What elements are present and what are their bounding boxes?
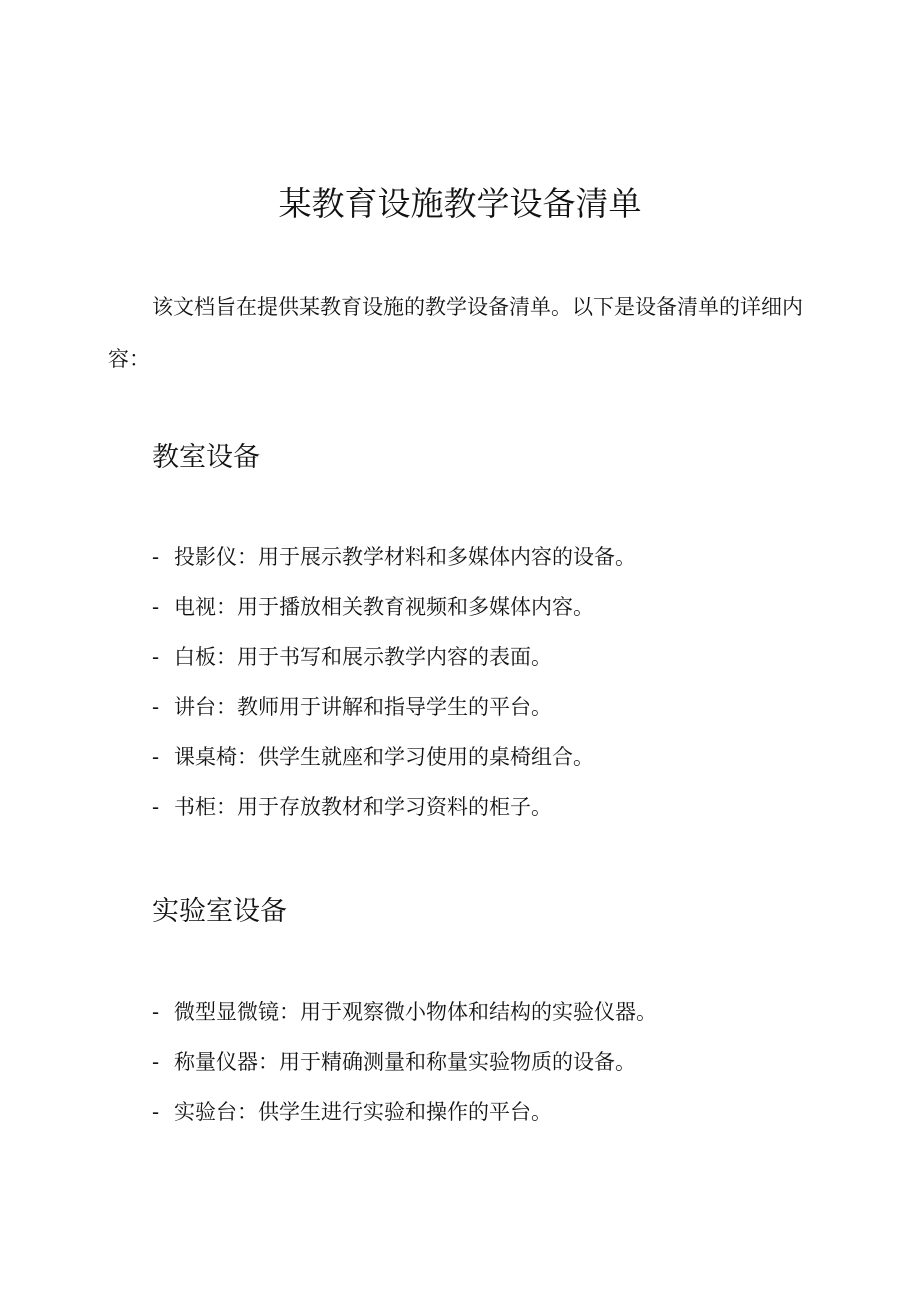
list-item-text: 微型显微镜：用于观察微小物体和结构的实验仪器。 <box>174 1000 657 1024</box>
list-item-text: 实验台：供学生进行实验和操作的平台。 <box>174 1100 552 1124</box>
laboratory-equipment-list <box>152 994 657 1144</box>
list-item <box>152 589 636 639</box>
list-item-text: 书柜：用于存放教材和学习资料的柜子。 <box>174 795 552 819</box>
section-heading-classroom: 教室设备 <box>152 442 260 473</box>
list-item-text: 称量仪器：用于精确测量和称量实验物质的设备。 <box>174 1050 636 1074</box>
bullet-dash: - <box>152 645 160 669</box>
list-item <box>152 1044 657 1094</box>
list-item <box>152 639 636 689</box>
list-item-text: 讲台：教师用于讲解和指导学生的平台。 <box>174 695 552 719</box>
bullet-dash: - <box>152 1050 160 1074</box>
list-item-text: 投影仪：用于展示教学材料和多媒体内容的设备。 <box>174 545 636 569</box>
bullet-dash: - <box>152 745 160 769</box>
classroom-equipment-list <box>152 539 636 839</box>
section-heading-laboratory: 实验室设备 <box>152 896 287 927</box>
bullet-dash: - <box>152 695 160 719</box>
list-item <box>152 539 636 589</box>
bullet-dash: - <box>152 595 160 619</box>
list-item <box>152 739 636 789</box>
bullet-dash: - <box>152 1000 160 1024</box>
list-item <box>152 1094 657 1144</box>
intro-paragraph: 该文档旨在提供某教育设施的教学设备清单。以下是设备清单的详细内容： <box>108 295 803 371</box>
bullet-dash: - <box>152 795 160 819</box>
list-item <box>152 789 636 839</box>
list-item <box>152 994 657 1044</box>
bullet-dash: - <box>152 545 160 569</box>
document-title: 某教育设施教学设备清单 <box>278 184 642 223</box>
list-item-text: 电视：用于播放相关教育视频和多媒体内容。 <box>174 595 594 619</box>
list-item-text: 课桌椅：供学生就座和学习使用的桌椅组合。 <box>174 745 594 769</box>
list-item <box>152 689 636 739</box>
bullet-dash: - <box>152 1100 160 1124</box>
list-item-text: 白板：用于书写和展示教学内容的表面。 <box>174 645 552 669</box>
